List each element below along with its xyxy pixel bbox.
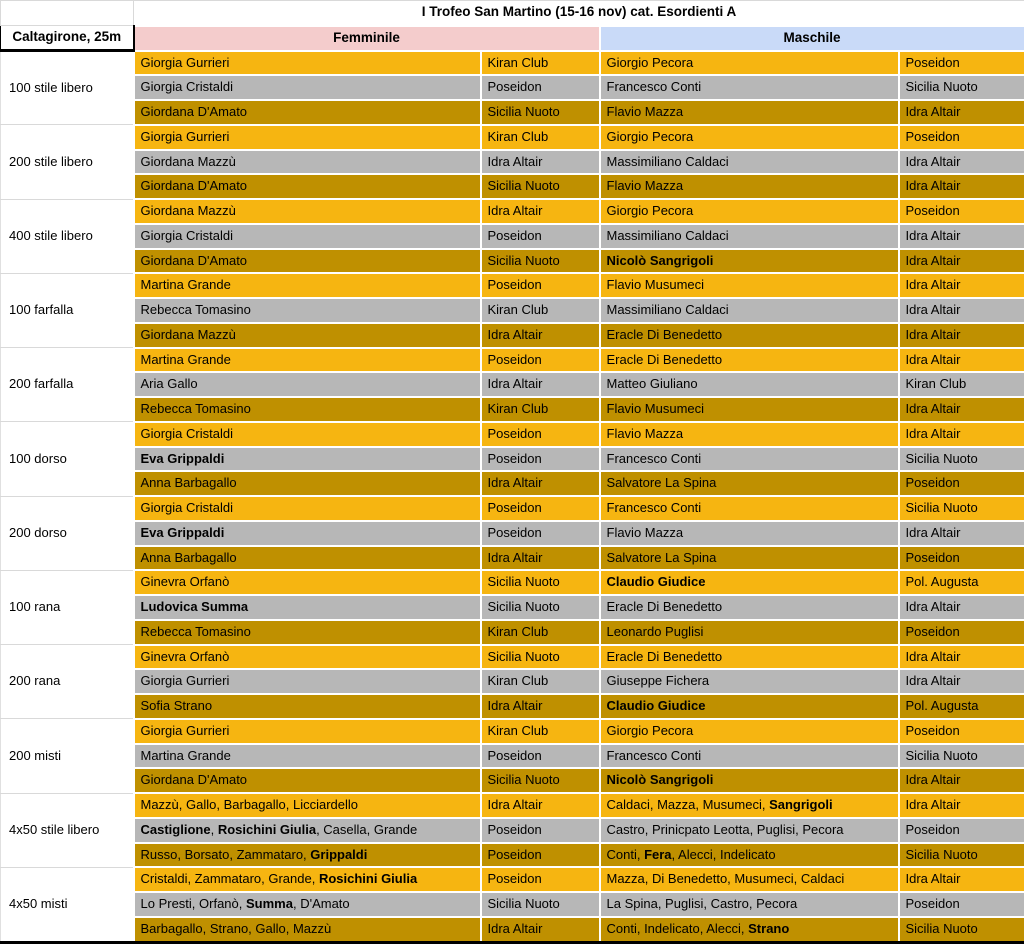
male-club-cell: Poseidon [899,546,1024,571]
female-name-cell: Giorgia Cristaldi [134,75,481,100]
male-club-cell: Idra Altair [899,669,1024,694]
event-name: 400 stile libero [1,199,134,273]
male-club-cell: Poseidon [899,719,1024,744]
event-name: 200 dorso [1,496,134,570]
male-name-cell: Mazza, Di Benedetto, Musumeci, Caldaci [600,867,899,892]
medal-row-bronze [1,546,1024,571]
medal-row-gold [1,570,1024,595]
male-club-cell: Idra Altair [899,422,1024,447]
medal-row-gold [1,719,1024,744]
female-name-cell: Rebecca Tomasino [134,397,481,422]
female-name-cell: Anna Barbagallo [134,471,481,496]
male-club-cell: Sicilia Nuoto [899,843,1024,868]
female-club-cell: Poseidon [481,818,600,843]
male-name-cell: Giorgio Pecora [600,51,899,76]
medal-row-silver [1,595,1024,620]
male-name-cell: Flavio Mazza [600,521,899,546]
female-name-cell: Martina Grande [134,348,481,373]
tournament-title: I Trofeo San Martino (15-16 nov) cat. Esordienti A [134,1,1024,26]
female-club-cell: Sicilia Nuoto [481,100,600,125]
male-club-cell: Sicilia Nuoto [899,496,1024,521]
female-club-cell: Kiran Club [481,397,600,422]
male-club-cell: Idra Altair [899,521,1024,546]
female-name-cell: Russo, Borsato, Zammataro, Grippaldi [134,843,481,868]
female-club-cell: Kiran Club [481,298,600,323]
female-club-cell: Poseidon [481,273,600,298]
female-club-cell: Sicilia Nuoto [481,595,600,620]
female-name-cell: Martina Grande [134,744,481,769]
medal-row-gold [1,793,1024,818]
female-club-cell: Poseidon [481,867,600,892]
female-name-cell: Sofia Strano [134,694,481,719]
male-club-cell: Kiran Club [899,372,1024,397]
female-name-cell: Giorgia Gurrieri [134,669,481,694]
male-club-cell: Idra Altair [899,323,1024,348]
female-name-cell: Eva Grippaldi [134,521,481,546]
male-name-cell: Giorgio Pecora [600,199,899,224]
male-club-cell: Idra Altair [899,768,1024,793]
male-club-cell: Idra Altair [899,249,1024,274]
female-club-cell: Idra Altair [481,372,600,397]
male-name-cell: Flavio Mazza [600,100,899,125]
female-name-cell: Castiglione, Rosichini Giulia, Casella, Grande [134,818,481,843]
male-club-cell: Pol. Augusta [899,694,1024,719]
male-club-cell: Idra Altair [899,174,1024,199]
male-name-cell: Francesco Conti [600,75,899,100]
male-club-cell: Idra Altair [899,298,1024,323]
femminile-header: Femminile [134,26,600,51]
male-name-cell: Eracle Di Benedetto [600,348,899,373]
male-name-cell: La Spina, Puglisi, Castro, Pecora [600,892,899,917]
medal-row-bronze [1,694,1024,719]
medal-row-gold [1,645,1024,670]
female-club-cell: Idra Altair [481,471,600,496]
female-name-cell: Giorgia Cristaldi [134,224,481,249]
female-name-cell: Mazzù, Gallo, Barbagallo, Licciardello [134,793,481,818]
female-name-cell: Giordana D'Amato [134,174,481,199]
female-name-cell: Barbagallo, Strano, Gallo, Mazzù [134,917,481,943]
event-name: 100 stile libero [1,51,134,125]
event-name: 4x50 stile libero [1,793,134,867]
female-name-cell: Giordana D'Amato [134,100,481,125]
female-club-cell: Idra Altair [481,793,600,818]
male-name-cell: Nicolò Sangrigoli [600,249,899,274]
female-club-cell: Sicilia Nuoto [481,645,600,670]
female-club-cell: Poseidon [481,75,600,100]
male-club-cell: Idra Altair [899,867,1024,892]
venue-label: Caltagirone, 25m [1,26,134,51]
female-club-cell: Sicilia Nuoto [481,768,600,793]
male-club-cell: Idra Altair [899,645,1024,670]
medal-row-bronze [1,397,1024,422]
male-club-cell: Sicilia Nuoto [899,917,1024,943]
female-name-cell: Giorgia Gurrieri [134,125,481,150]
female-club-cell: Kiran Club [481,51,600,76]
medal-row-bronze [1,768,1024,793]
male-name-cell: Eracle Di Benedetto [600,595,899,620]
female-name-cell: Giordana D'Amato [134,249,481,274]
female-club-cell: Kiran Club [481,669,600,694]
male-club-cell: Poseidon [899,125,1024,150]
female-name-cell: Aria Gallo [134,372,481,397]
female-club-cell: Sicilia Nuoto [481,570,600,595]
female-name-cell: Ludovica Summa [134,595,481,620]
male-name-cell: Giorgio Pecora [600,125,899,150]
female-name-cell: Giordana D'Amato [134,768,481,793]
female-club-cell: Poseidon [481,447,600,472]
male-club-cell: Poseidon [899,892,1024,917]
medal-row-silver [1,818,1024,843]
medal-row-silver [1,892,1024,917]
male-name-cell: Flavio Musumeci [600,273,899,298]
male-name-cell: Francesco Conti [600,744,899,769]
medal-row-bronze [1,917,1024,943]
male-name-cell: Flavio Mazza [600,174,899,199]
female-name-cell: Giorgia Cristaldi [134,422,481,447]
medal-row-silver [1,669,1024,694]
female-name-cell: Lo Presti, Orfanò, Summa, D'Amato [134,892,481,917]
female-club-cell: Idra Altair [481,546,600,571]
male-club-cell: Sicilia Nuoto [899,447,1024,472]
female-name-cell: Ginevra Orfanò [134,570,481,595]
female-club-cell: Sicilia Nuoto [481,174,600,199]
event-name: 100 rana [1,570,134,644]
male-club-cell: Poseidon [899,471,1024,496]
female-club-cell: Poseidon [481,521,600,546]
female-name-cell: Giordana Mazzù [134,199,481,224]
male-name-cell: Francesco Conti [600,496,899,521]
male-club-cell: Sicilia Nuoto [899,744,1024,769]
male-name-cell: Francesco Conti [600,447,899,472]
medal-row-gold [1,496,1024,521]
male-club-cell: Idra Altair [899,348,1024,373]
female-name-cell: Giorgia Cristaldi [134,496,481,521]
medal-row-silver [1,447,1024,472]
male-name-cell: Conti, Indelicato, Alecci, Strano [600,917,899,943]
medal-row-gold [1,273,1024,298]
female-name-cell: Giorgia Gurrieri [134,51,481,76]
medal-row-silver [1,744,1024,769]
female-name-cell: Anna Barbagallo [134,546,481,571]
male-club-cell: Idra Altair [899,273,1024,298]
male-club-cell: Idra Altair [899,100,1024,125]
title-row [1,1,1024,26]
medal-row-gold [1,348,1024,373]
medal-row-bronze [1,843,1024,868]
male-name-cell: Claudio Giudice [600,570,899,595]
male-name-cell: Conti, Fera, Alecci, Indelicato [600,843,899,868]
female-club-cell: Poseidon [481,843,600,868]
male-name-cell: Flavio Mazza [600,422,899,447]
female-club-cell: Idra Altair [481,694,600,719]
medal-row-silver [1,75,1024,100]
event-name: 200 stile libero [1,125,134,199]
female-club-cell: Poseidon [481,422,600,447]
male-club-cell: Poseidon [899,620,1024,645]
medal-row-silver [1,224,1024,249]
maschile-header: Maschile [600,26,1024,51]
medal-row-silver [1,150,1024,175]
female-club-cell: Idra Altair [481,323,600,348]
male-name-cell: Caldaci, Mazza, Musumeci, Sangrigoli [600,793,899,818]
female-club-cell: Idra Altair [481,199,600,224]
male-name-cell: Claudio Giudice [600,694,899,719]
male-club-cell: Idra Altair [899,793,1024,818]
event-name: 200 misti [1,719,134,793]
female-club-cell: Idra Altair [481,917,600,943]
female-name-cell: Cristaldi, Zammataro, Grande, Rosichini Giulia [134,867,481,892]
female-club-cell: Poseidon [481,496,600,521]
female-club-cell: Sicilia Nuoto [481,892,600,917]
male-name-cell: Eracle Di Benedetto [600,645,899,670]
medal-row-bronze [1,174,1024,199]
female-club-cell: Poseidon [481,348,600,373]
female-club-cell: Poseidon [481,744,600,769]
medal-row-gold [1,422,1024,447]
female-club-cell: Sicilia Nuoto [481,249,600,274]
medal-row-gold [1,867,1024,892]
corner-cell [1,1,134,26]
medal-row-silver [1,372,1024,397]
female-club-cell: Kiran Club [481,620,600,645]
male-name-cell: Nicolò Sangrigoli [600,768,899,793]
male-name-cell: Giorgio Pecora [600,719,899,744]
male-club-cell: Poseidon [899,818,1024,843]
event-name: 100 farfalla [1,273,134,347]
event-name: 200 farfalla [1,348,134,422]
male-name-cell: Massimiliano Caldaci [600,224,899,249]
male-club-cell: Idra Altair [899,150,1024,175]
male-name-cell: Salvatore La Spina [600,546,899,571]
male-name-cell: Matteo Giuliano [600,372,899,397]
male-name-cell: Massimiliano Caldaci [600,150,899,175]
male-club-cell: Poseidon [899,51,1024,76]
female-name-cell: Martina Grande [134,273,481,298]
male-name-cell: Leonardo Puglisi [600,620,899,645]
group-header-row [1,26,1024,51]
male-club-cell: Pol. Augusta [899,570,1024,595]
female-name-cell: Rebecca Tomasino [134,620,481,645]
female-name-cell: Eva Grippaldi [134,447,481,472]
male-club-cell: Idra Altair [899,224,1024,249]
male-name-cell: Massimiliano Caldaci [600,298,899,323]
female-name-cell: Giordana Mazzù [134,323,481,348]
female-club-cell: Idra Altair [481,150,600,175]
male-name-cell: Salvatore La Spina [600,471,899,496]
medal-row-bronze [1,100,1024,125]
medal-row-gold [1,125,1024,150]
medal-row-bronze [1,471,1024,496]
female-club-cell: Poseidon [481,224,600,249]
male-club-cell: Sicilia Nuoto [899,75,1024,100]
female-name-cell: Giordana Mazzù [134,150,481,175]
female-name-cell: Rebecca Tomasino [134,298,481,323]
male-club-cell: Idra Altair [899,397,1024,422]
event-name: 200 rana [1,645,134,719]
male-club-cell: Idra Altair [899,595,1024,620]
female-name-cell: Giorgia Gurrieri [134,719,481,744]
event-name: 100 dorso [1,422,134,496]
male-name-cell: Giuseppe Fichera [600,669,899,694]
female-name-cell: Ginevra Orfanò [134,645,481,670]
medal-row-bronze [1,323,1024,348]
medal-row-gold [1,199,1024,224]
medal-row-silver [1,521,1024,546]
medal-row-silver [1,298,1024,323]
event-name: 4x50 misti [1,867,134,942]
male-name-cell: Flavio Musumeci [600,397,899,422]
medal-row-gold [1,51,1024,76]
medal-row-bronze [1,249,1024,274]
female-club-cell: Kiran Club [481,125,600,150]
male-name-cell: Eracle Di Benedetto [600,323,899,348]
female-club-cell: Kiran Club [481,719,600,744]
male-name-cell: Castro, Prinicpato Leotta, Puglisi, Pecora [600,818,899,843]
medal-row-bronze [1,620,1024,645]
male-club-cell: Poseidon [899,199,1024,224]
